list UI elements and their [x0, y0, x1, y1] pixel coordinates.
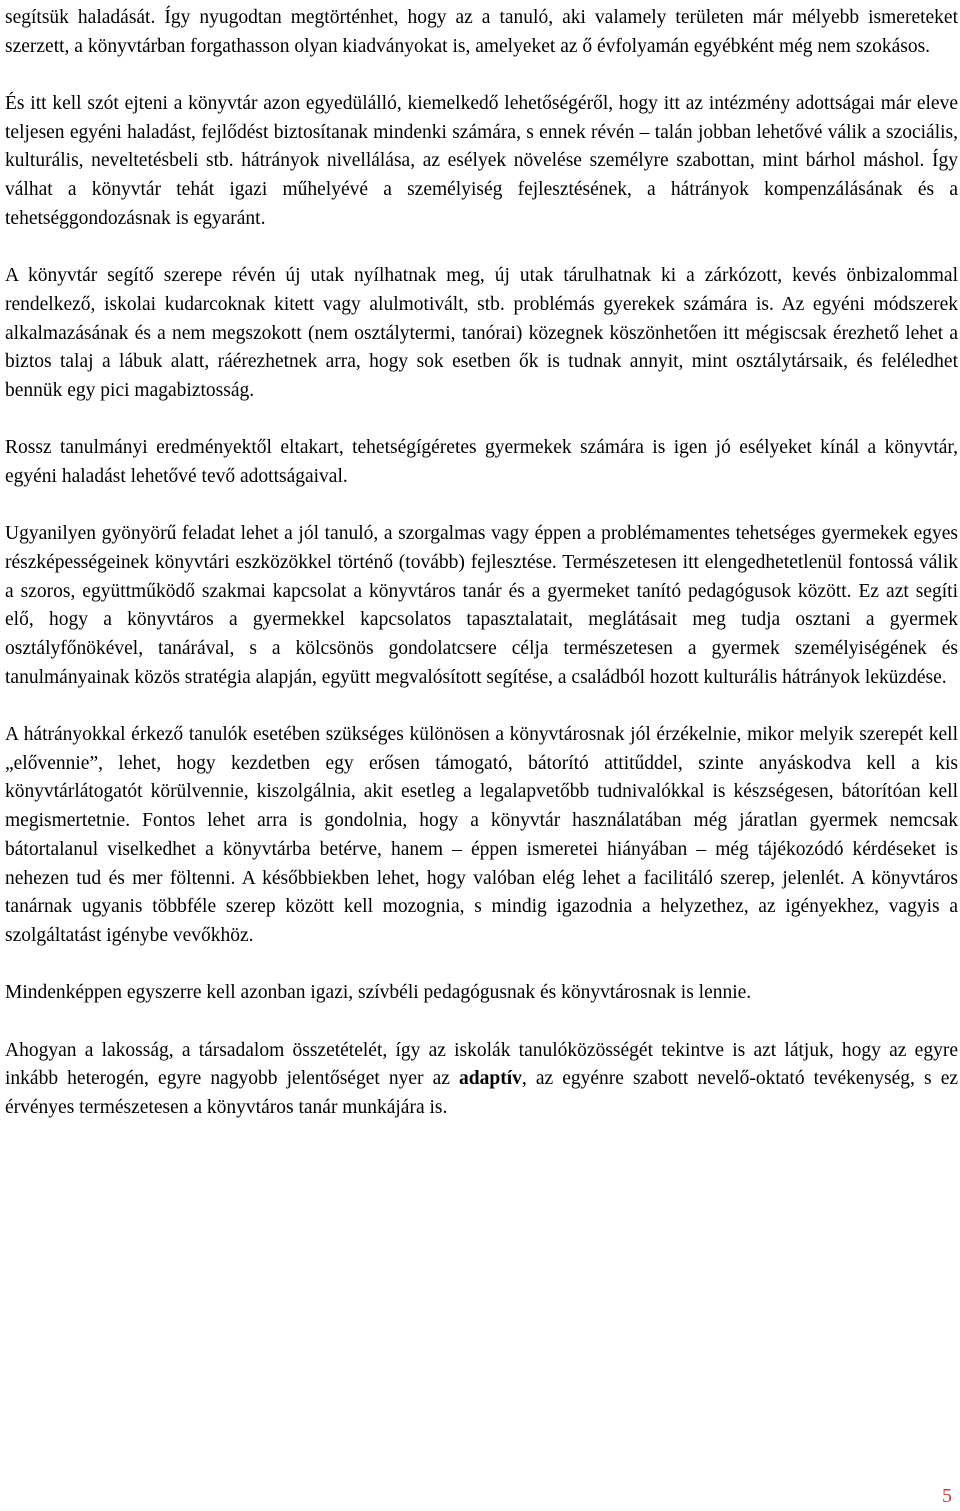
adaptive-text-after: , az egyénre szabott nevelő-oktató tevékenység, s ez érvényes természetesen a könyvtáros tanár munkájára is.: [5, 1068, 958, 1118]
paragraph-pedagogue-librarian: Mindenképpen egyszerre kell azonban igazi, szívbéli pedagógusnak és könyvtárosnak is lennie.: [5, 982, 752, 1004]
page-number: 5: [942, 1485, 952, 1507]
adaptive-text-before: Ahogyan a lakosság, a társadalom összetételét, így az iskolák tanulóközösségét tekintve is azt látjuk, hogy az egyre inkább heterogén, egyre nagyobb jelentőséget nyer az: [5, 1039, 958, 1090]
paragraph-intro-continuation: segítsük haladását. Így nyugodtan megtörténhet, hogy az a tanuló, aki valamely területen már mélyebb ismereteket szerzett, a könyvtárban forgathasson olyan kiadványokat is, amelyeket az ő évfolyamán egyébként még nem szokásos.: [5, 7, 958, 57]
paragraph-gifted-children: Rossz tanulmányi eredményektől eltakart, tehetségígéretes gyermekek számára is igen jó esélyeket kínál a könyvtár, egyéni haladást lehetővé tevő adottságaival.: [5, 437, 958, 487]
paragraph-library-opportunity: És itt kell szót ejteni a könyvtár azon egyedülálló, kiemelkedő lehetőségéről, hogy itt az intézmény adottságai már eleve teljesen egyéni haladást, fejlődést biztosítanak mindenki számára, s ennek révén – talán jobban lehetővé válik a szociális, kulturális, neveltetésbeli stb. hátrányok nivellálása, az esélyek növelése személyre szabottan, mint bárhol máshol. Így válhat a könyvtár tehát igazi műhelyévé a személyiség fejlesztésének, a hátrányok kompenzálásának és a tehetséggondozásnak is egyaránt.: [5, 93, 958, 229]
adaptive-bold-term: adaptív: [459, 1068, 522, 1090]
paragraph-adaptive-teaching: [5, 1037, 958, 1123]
paragraph-disadvantaged-students: A hátrányokkal érkező tanulók esetében szükséges különösen a könyvtárosnak jól érzékelnie, mikor melyik szerepét kell „elővennie”, lehet, hogy kezdetben egy erősen támogató, bátorító attitűddel, szinte anyáskodva kell a kis könyvtárlátogatót körülvennie, kiszolgálnia, akit esetleg a legalapvetőbb tudnivalókkal is készségesen, bátorítóan kell megismertetnie. Fontos lehet arra is gondolnia, hogy a könyvtár használatában még járatlan gyermek nemcsak bátortalanul viselkedhet a könyvtárba betérve, hanem – éppen ismeretei hiányában – még tájékozódó kérdéseket is nehezen tud és mer föltenni. A későbbiekben lehet, hogy valóban elég lehet a facilitáló szerep, jelenlét. A könyvtáros tanárnak ugyanis többféle szerep között kell mozognia, s mindig igazodnia a helyzethez, az igényekhez, vagyis a szolgáltatást igénybe vevőkhöz.: [5, 724, 958, 946]
document-body: [5, 4, 958, 1151]
paragraph-skill-development: Ugyanilyen gyönyörű feladat lehet a jól tanuló, a szorgalmas vagy éppen a problémamentes tehetséges gyermekek egyes részképességeinek könyvtári eszközökkel történő (tovább) fejlesztése. Természetesen itt elengedhetetlenül fontossá válik a szoros, együttműködő szakmai kapcsolat a könyvtáros tanár és a gyermeket tanító pedagógusok között. Ez azt segíti elő, hogy a könyvtáros a gyermekkel kapcsolatos tapasztalatait, meglátásait meg tudja osztani a gyermek osztályfőnökével, tanárával, s a kölcsönös gondolatcsere célja természetesen a gyermek személyiségének és tanulmányainak közös stratégia alapján, együtt megvalósított segítése, a családból hozott kulturális hátrányok leküzdése.: [5, 523, 958, 688]
paragraph-library-helping-role: A könyvtár segítő szerepe révén új utak nyílhatnak meg, új utak tárulhatnak ki a zárkózott, kevés önbizalommal rendelkező, iskolai kudarcoknak kitett vagy alulmotivált, stb. problémás gyerekek számára is. Az egyéni módszerek alkalmazásának és a nem megszokott (nem osztálytermi, tanórai) közegnek köszönhetően itt mégiscsak érezhető lehet a biztos talaj a lábuk alatt, ráérezhetnek arra, hogy sok esetben ők is tudnak annyit, mint osztálytársaik, és feléledhet bennük egy pici magabiztosság.: [5, 265, 958, 401]
